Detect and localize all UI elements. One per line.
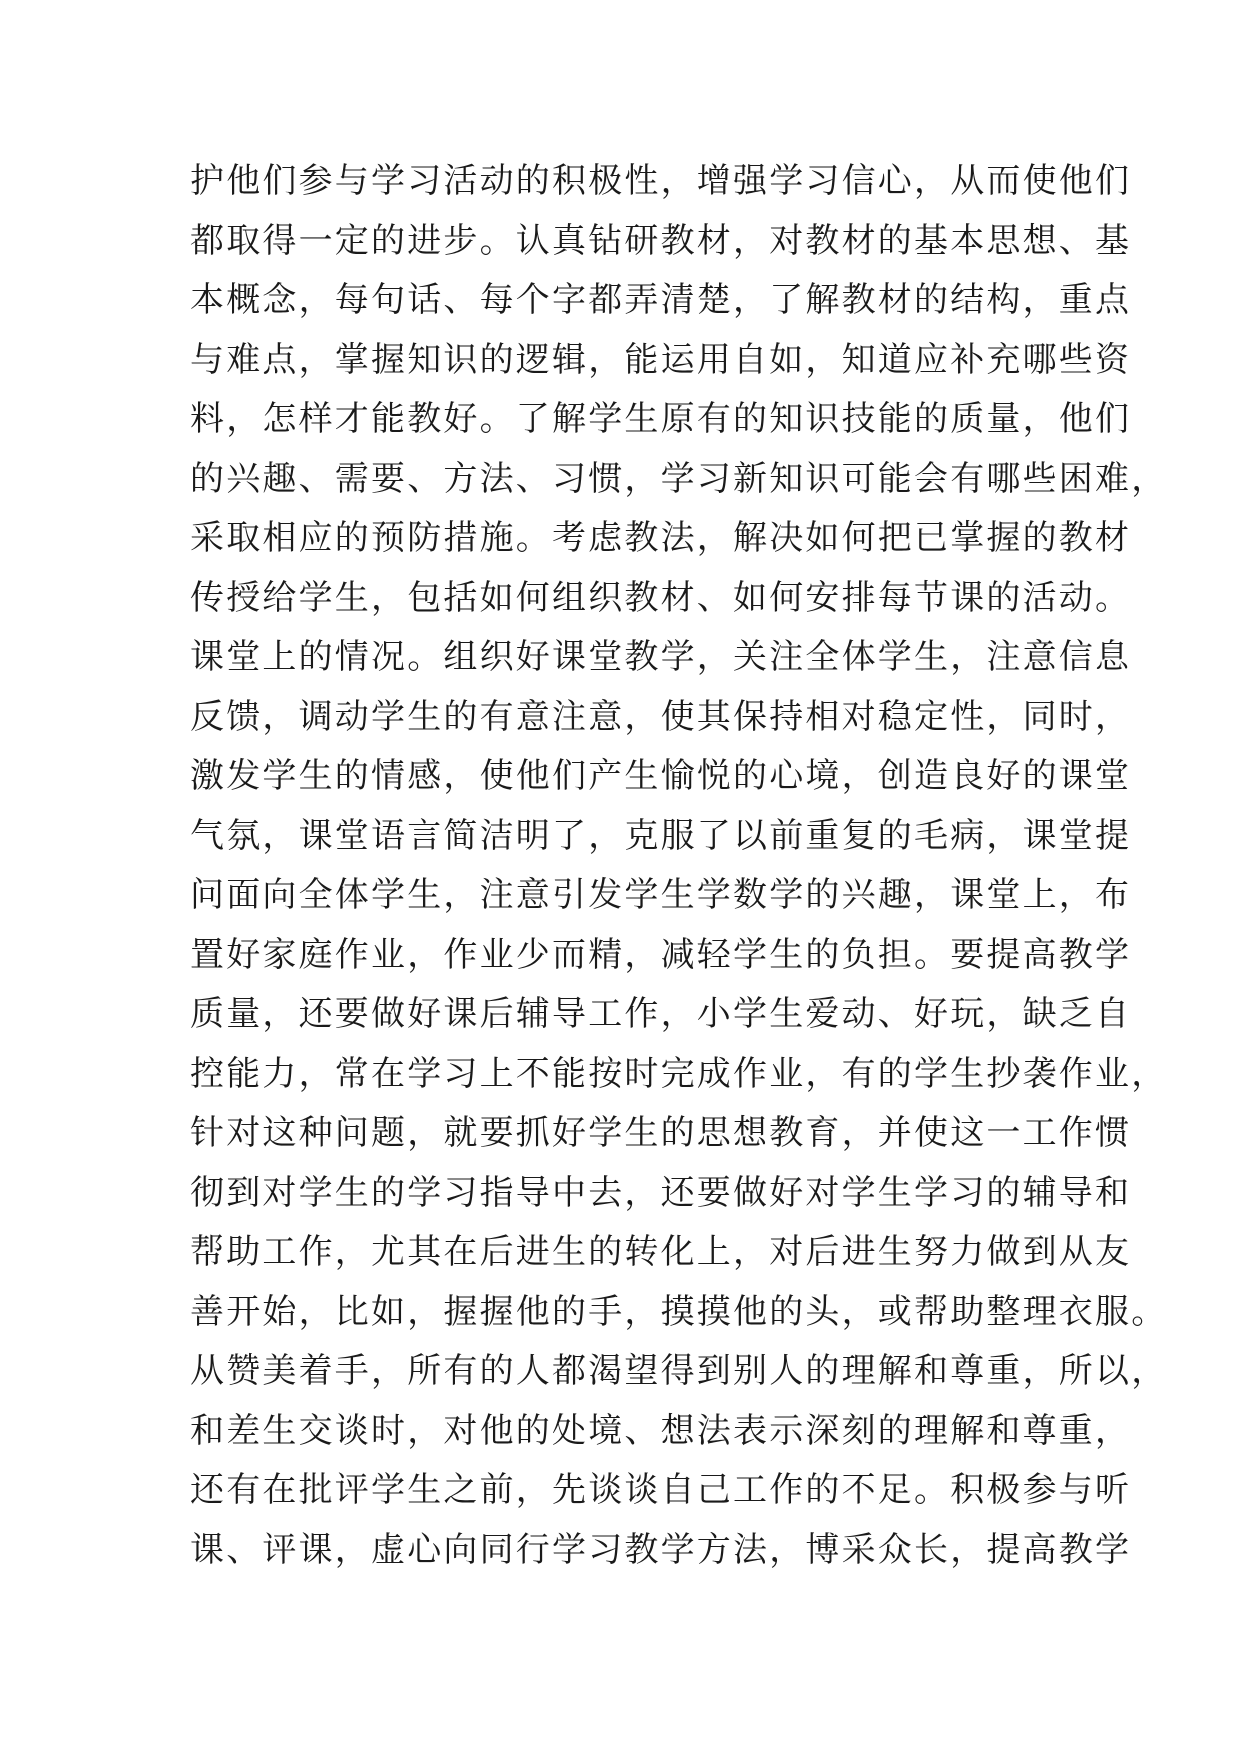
text-line: 还有在批评学生之前，先谈谈自己工作的不足。积极参与听 [190,1470,1132,1510]
text-line: 激发学生的情感，使他们产生愉悦的心境，创造良好的课堂 [190,756,1132,796]
text-line: 与难点，掌握知识的逻辑，能运用自如，知道应补充哪些资 [190,339,1132,380]
text-line: 都取得一定的进步。认真钻研教材，对教材的基本思想、基 [190,220,1132,261]
text-line: 护他们参与学习活动的积极性，增强学习信心，从而使他们 [190,161,1132,201]
text-line: 彻到对学生的学习指导中去，还要做好对学生学习的辅导和 [190,1172,1132,1213]
text-line: 控能力，常在学习上不能按时完成作业，有的学生抄袭作业， [190,1053,1168,1094]
text-line: 帮助工作，尤其在后进生的转化上，对后进生努力做到从友 [190,1232,1132,1272]
text-line: 针对这种问题，就要抓好学生的思想教育，并使这一工作惯 [190,1113,1132,1153]
text-line: 课、评课，虚心向同行学习教学方法，博采众长，提高教学 [190,1529,1132,1570]
text-line: 问面向全体学生，注意引发学生学数学的兴趣，课堂上，布 [190,875,1132,915]
text-line: 置好家庭作业，作业少而精，减轻学生的负担。要提高教学 [190,934,1132,975]
text-line: 的兴趣、需要、方法、习惯，学习新知识可能会有哪些困难， [190,458,1168,499]
text-line: 反馈，调动学生的有意注意，使其保持相对稳定性，同时， [190,696,1132,737]
text-line: 从赞美着手，所有的人都渴望得到别人的理解和尊重，所以， [190,1351,1168,1391]
text-line: 课堂上的情况。组织好课堂教学，关注全体学生，注意信息 [190,637,1132,677]
text-line: 和差生交谈时，对他的处境、想法表示深刻的理解和尊重， [190,1410,1132,1451]
text-line: 采取相应的预防措施。考虑教法，解决如何把已掌握的教材 [190,518,1132,558]
text-line: 本概念，每句话、每个字都弄清楚，了解教材的结构，重点 [190,280,1132,320]
text-line: 传授给学生，包括如何组织教材、如何安排每节课的活动。 [190,577,1132,618]
text-line: 气氛，课堂语言简洁明了，克服了以前重复的毛病，课堂提 [190,815,1132,856]
text-line: 善开始，比如，握握他的手，摸摸他的头，或帮助整理衣服。 [190,1291,1168,1332]
body-text [190,152,1168,1580]
text-line: 质量，还要做好课后辅导工作，小学生爱动、好玩，缺乏自 [190,994,1132,1034]
text-line: 料，怎样才能教好。了解学生原有的知识技能的质量，他们 [190,399,1132,439]
